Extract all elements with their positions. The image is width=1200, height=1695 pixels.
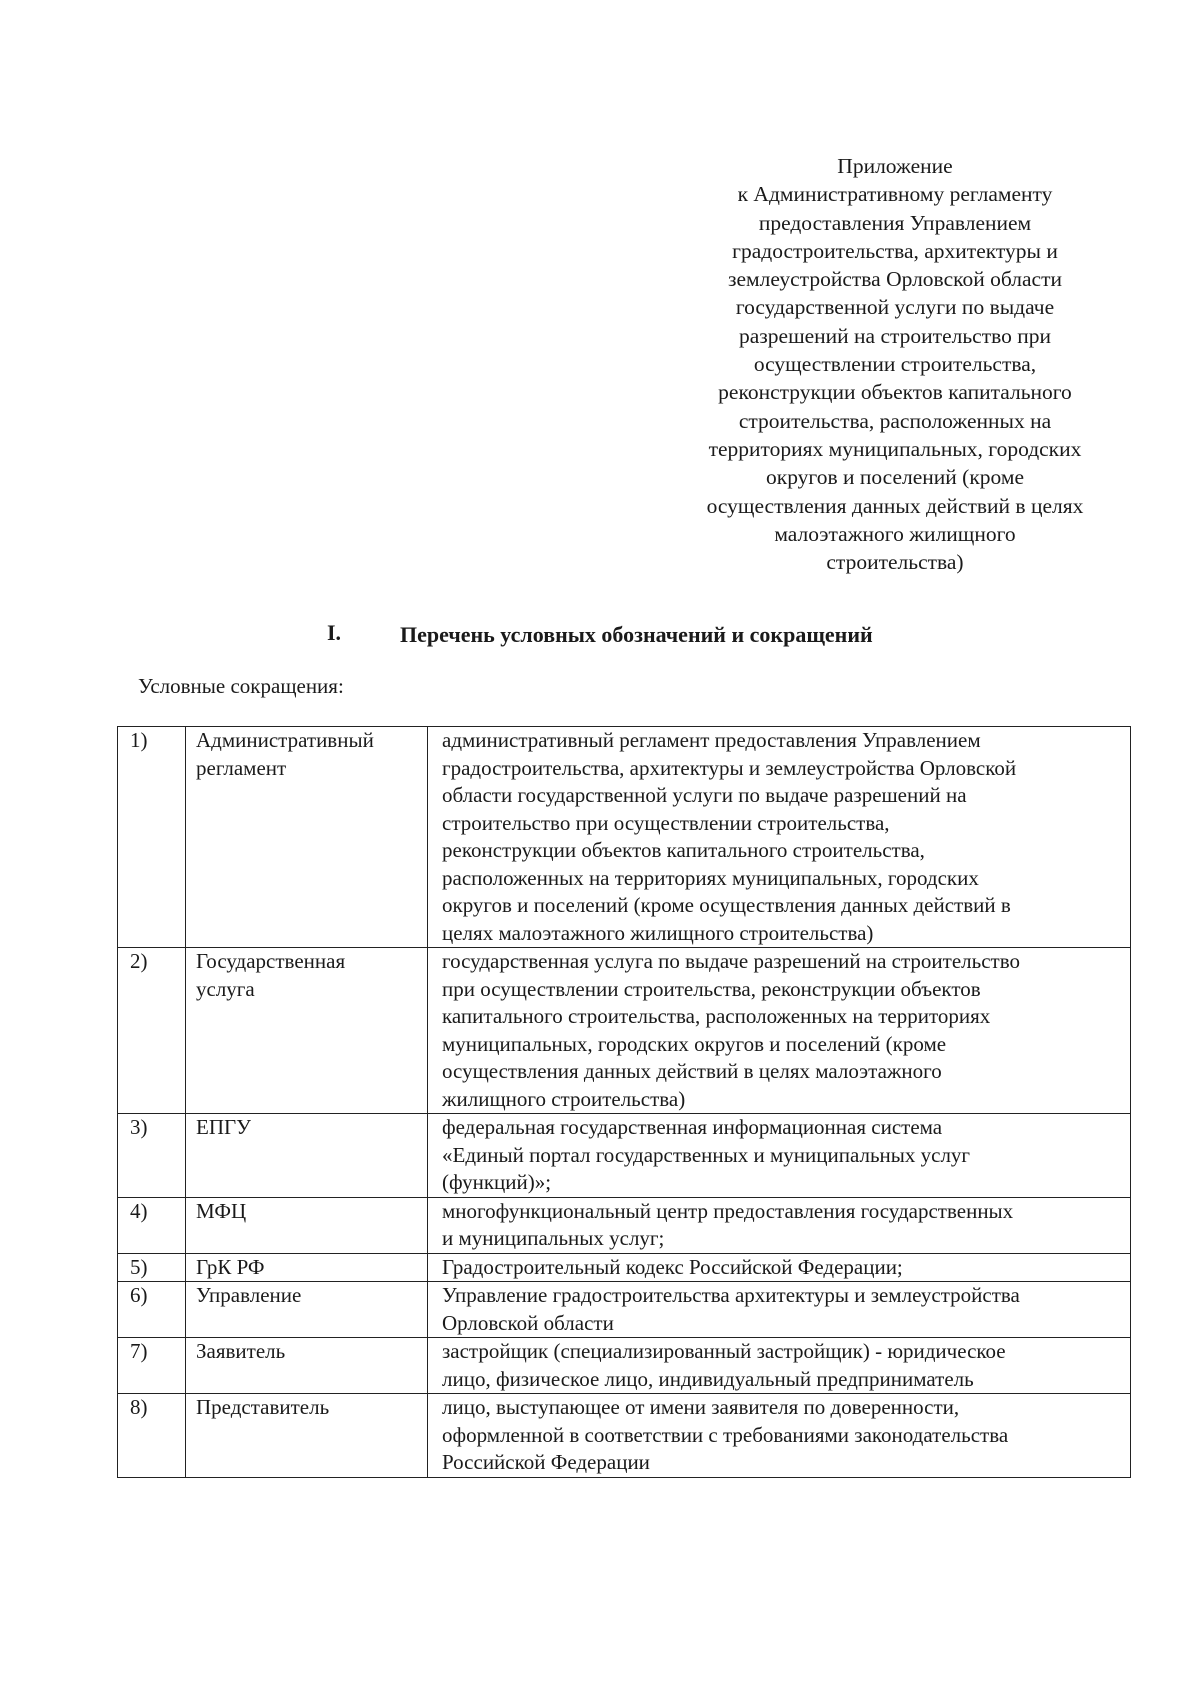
appendix-line: к Административному регламенту xyxy=(737,182,1053,207)
definition-line: и муниципальных услуг; xyxy=(442,1226,665,1250)
row-number: 8) xyxy=(118,1394,186,1478)
appendix-line: землеустройства Орловской области xyxy=(728,267,1062,292)
definition-line: капитального строительства, расположенных на территориях xyxy=(442,1004,991,1028)
definition-line: строительство при осуществлении строительства, xyxy=(442,810,890,835)
abbreviation-term xyxy=(186,727,428,948)
abbreviation-term xyxy=(186,948,428,1114)
term-line: Управление xyxy=(196,1283,302,1307)
row-number: 5) xyxy=(118,1253,186,1282)
section-number: I. xyxy=(327,620,342,645)
appendix-line: разрешений на строительство при xyxy=(738,323,1051,348)
table-row xyxy=(118,1338,1131,1394)
term-line: Представитель xyxy=(196,1395,330,1419)
row-number: 6) xyxy=(118,1282,186,1338)
appendix-line: осуществлении строительства, xyxy=(753,352,1037,377)
abbreviation-definition xyxy=(428,1253,1131,1282)
abbreviation-term xyxy=(186,1282,428,1338)
abbreviation-definition xyxy=(428,1197,1131,1253)
appendix-line: предоставления Управлением xyxy=(758,210,1032,235)
appendix-line: Приложение xyxy=(837,154,953,178)
appendix-line: осуществления данных действий в целях xyxy=(706,493,1084,518)
definition-line: жилищного строительства) xyxy=(442,1086,686,1111)
definition-line: градостроительства, архитектуры и землеустройства Орловской xyxy=(442,755,1017,780)
definition-line: Орловской области xyxy=(442,1310,614,1335)
appendix-line: малоэтажного жилищного xyxy=(774,521,1016,546)
definition-line: лицо, выступающее от имени заявителя по доверенности, xyxy=(442,1395,960,1419)
row-number: 3) xyxy=(118,1114,186,1198)
definition-line: осуществления данных действий в целях малоэтажного xyxy=(442,1059,942,1083)
term-line: ГрК РФ xyxy=(196,1254,265,1279)
definition-line: застройщик (специализированный застройщик) - юридическое xyxy=(442,1339,1006,1363)
appendix-line: реконструкции объектов капитального xyxy=(718,380,1072,405)
abbreviation-term xyxy=(186,1197,428,1253)
definition-line: оформленной в соответствии с требованиями законодательства xyxy=(442,1422,1009,1447)
abbreviation-definition xyxy=(428,1282,1131,1338)
abbreviation-term xyxy=(186,1253,428,1282)
definition-line: муниципальных, городских округов и поселений (кроме xyxy=(442,1031,947,1056)
row-number: 1) xyxy=(118,727,186,948)
definition-line: реконструкции объектов капитального строительства, xyxy=(442,838,925,862)
table-row xyxy=(118,1114,1131,1198)
row-number: 7) xyxy=(118,1338,186,1394)
term-line: услуга xyxy=(196,976,255,1001)
abbreviation-definition xyxy=(428,1338,1131,1394)
table-row xyxy=(118,1282,1131,1338)
table-row xyxy=(118,1197,1131,1253)
definition-line: «Единый портал государственных и муниципальных услуг xyxy=(442,1142,971,1167)
appendix-line: градостроительства, архитектуры и xyxy=(732,238,1058,263)
abbreviation-definition xyxy=(428,727,1131,948)
term-line: Административный xyxy=(196,728,374,752)
appendix-line: строительства, расположенных на xyxy=(738,408,1052,433)
definition-line: Градостроительный кодекс Российской Федерации; xyxy=(442,1254,903,1279)
abbreviations-table-body xyxy=(118,727,1131,1478)
definition-line: многофункциональный центр предоставления государственных xyxy=(442,1198,1014,1223)
table-row xyxy=(118,948,1131,1114)
definition-line: административный регламент предоставления Управлением xyxy=(442,728,981,752)
abbreviation-definition xyxy=(428,1114,1131,1198)
definition-line: (функций)»; xyxy=(442,1170,552,1194)
appendix-line: округов и поселений (кроме xyxy=(766,465,1024,490)
appendix-line: государственной услуги по выдаче xyxy=(735,295,1055,320)
term-line: Заявитель xyxy=(196,1339,286,1363)
appendix-line: строительства) xyxy=(826,550,964,575)
abbreviation-definition xyxy=(428,948,1131,1114)
term-line: Государственная xyxy=(196,949,346,973)
abbreviation-term xyxy=(186,1338,428,1394)
definition-line: Российской Федерации xyxy=(442,1450,650,1474)
abbreviations-subtitle: Условные сокращения: xyxy=(138,674,344,698)
definition-line: федеральная государственная информационная система xyxy=(442,1115,943,1139)
appendix-line: территориях муниципальных, городских xyxy=(708,436,1082,461)
abbreviation-term xyxy=(186,1114,428,1198)
definition-line: при осуществлении строительства, реконструкции объектов xyxy=(442,976,981,1001)
term-line: регламент xyxy=(196,755,287,780)
section-title: Перечень условных обозначений и сокращений xyxy=(400,622,873,647)
term-line: МФЦ xyxy=(196,1198,247,1223)
definition-line: Управление градостроительства архитектуры и землеустройства xyxy=(442,1283,1020,1307)
row-number: 2) xyxy=(118,948,186,1114)
definition-line: лицо, физическое лицо, индивидуальный предприниматель xyxy=(442,1366,974,1391)
appendix-header xyxy=(660,152,1130,576)
abbreviations-table xyxy=(117,726,1131,1478)
abbreviation-definition xyxy=(428,1394,1131,1478)
row-number: 4) xyxy=(118,1197,186,1253)
abbreviation-term xyxy=(186,1394,428,1478)
definition-line: целях малоэтажного жилищного строительства) xyxy=(442,920,874,945)
table-row xyxy=(118,1394,1131,1478)
table-row xyxy=(118,1253,1131,1282)
definition-line: государственная услуга по выдаче разрешений на строительство xyxy=(442,949,1020,973)
table-row xyxy=(118,727,1131,948)
definition-line: округов и поселений (кроме осуществления данных действий в xyxy=(442,893,1011,917)
definition-line: области государственной услуги по выдаче разрешений на xyxy=(442,783,967,807)
definition-line: расположенных на территориях муниципальных, городских xyxy=(442,865,979,890)
term-line: ЕПГУ xyxy=(196,1115,252,1139)
